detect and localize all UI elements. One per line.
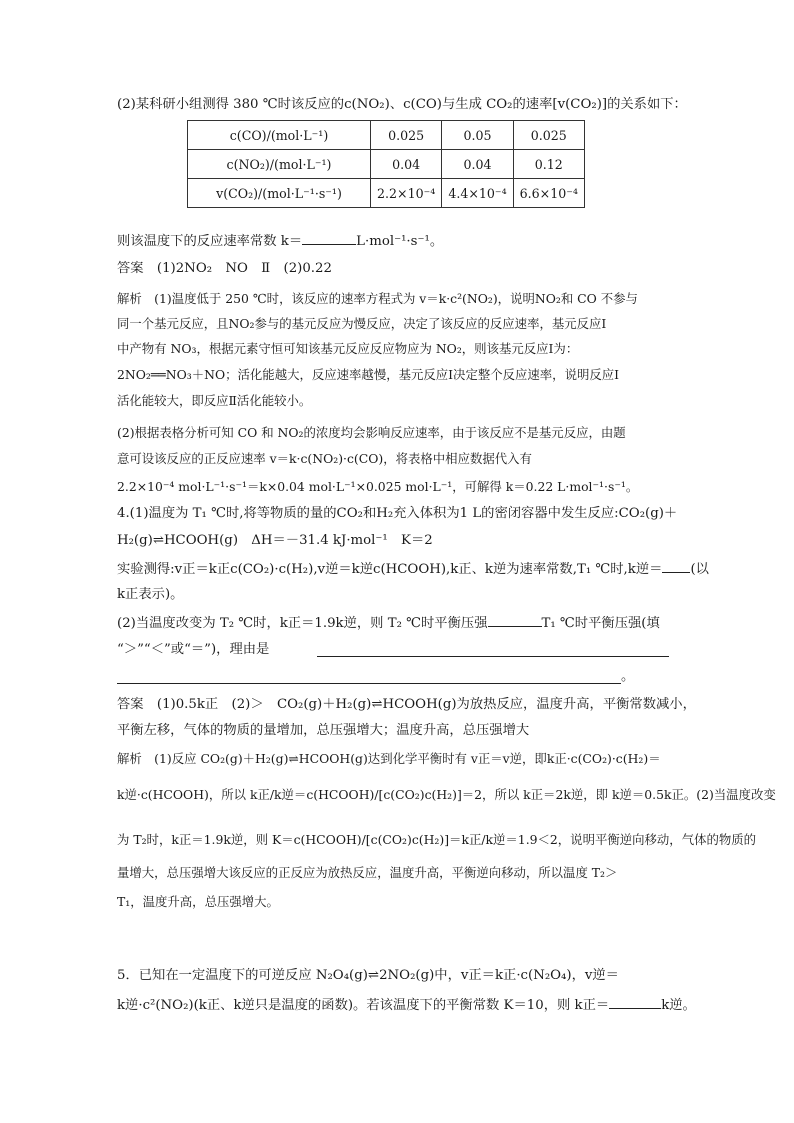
explanation-line: 解析 (1)温度低于 250 ℃时，该反应的速率方程式为 v＝k·c²(NO₂)，说明NO₂和 CO 不参与 bbox=[117, 291, 638, 306]
table-cell: 4.4×10⁻⁴ bbox=[442, 179, 513, 208]
explanation-line: 活化能较大，即反应Ⅱ活化能较小。 bbox=[117, 393, 312, 408]
question-line bbox=[117, 996, 717, 1015]
explanation-line: 同一个基元反应，且NO₂参与的基元反应为慢反应，决定了该反应的反应速率，基元反应Ⅰ bbox=[117, 316, 607, 331]
answer-blank bbox=[117, 683, 621, 684]
question-text: k逆·c²(NO₂)(k正、k逆只是温度的函数)。若该温度下的平衡常数 K＝10，则 k正＝ bbox=[117, 998, 610, 1013]
table-row bbox=[188, 121, 585, 150]
explanation-line: 量增大，总压强增大该反应的正反应为放热反应，温度升高，平衡逆向移动，所以温度 T₂＞ bbox=[117, 865, 618, 880]
answer-blank bbox=[662, 560, 690, 573]
table-cell: 0.12 bbox=[513, 150, 584, 179]
explanation-line: 解析 (1)反应 CO₂(g)＋H₂(g)⇌HCOOH(g)达到化学平衡时有 v正＝v逆，即k正·c(CO₂)·c(H₂)＝ bbox=[117, 751, 661, 766]
question-line: 5．已知在一定温度下的可逆反应 N₂O₄(g)⇌2NO₂(g)中，v正＝k正·c(N₂O₄)，v逆＝ bbox=[117, 968, 619, 983]
table-cell: 0.025 bbox=[513, 121, 584, 150]
question-line: k正表示)。 bbox=[117, 587, 184, 602]
question-rate-constant bbox=[117, 232, 677, 251]
explanation-line: k逆·c(HCOOH)，所以 k正/k逆＝c(HCOOH)/[c(CO₂)c(H₂)]＝2，所以 k正＝2k逆，即 k逆＝0.5k正。(2)当温度改变 bbox=[117, 787, 776, 802]
explanation-line: (2)根据表格分析可知 CO 和 NO₂的浓度均会影响反应速率，由于该反应不是基元反应，由题 bbox=[117, 425, 626, 440]
table-cell: 2.2×10⁻⁴ bbox=[371, 179, 442, 208]
answer-blank bbox=[488, 614, 542, 627]
answer-line: 平衡左移，气体的物质的量增加，总压强增大；温度升高，总压强增大 bbox=[117, 723, 530, 738]
question-line: 4.(1)温度为 T₁ ℃时,将等物质的量的CO₂和H₂充入体积为1 L的密闭容器中发生反应:CO₂(g)＋ bbox=[117, 506, 678, 521]
table-cell: 0.025 bbox=[371, 121, 442, 150]
question-text: T₁ ℃时平衡压强(填 bbox=[541, 616, 660, 631]
answer-blank bbox=[302, 232, 356, 245]
answer-blank bbox=[317, 656, 669, 657]
answer-line: 答案 (1)0.5k正 (2)＞ CO₂(g)＋H₂(g)⇌HCOOH(g)为放热反应，温度升高，平衡常数减小， bbox=[117, 697, 696, 712]
question-text: 实验测得:v正＝k正c(CO₂)·c(H₂),v逆＝k逆c(HCOOH),k正、k逆为速率常数,T₁ ℃时,k逆＝ bbox=[117, 562, 663, 577]
question-line bbox=[117, 614, 677, 633]
table-row-header: c(CO)/(mol·L⁻¹) bbox=[188, 121, 371, 150]
explanation-line: T₁，温度升高，总压强增大。 bbox=[117, 894, 279, 909]
unit-text: L·mol⁻¹·s⁻¹。 bbox=[356, 234, 444, 249]
table-cell: 0.04 bbox=[442, 150, 513, 179]
table-row bbox=[188, 150, 585, 179]
rate-data-table bbox=[187, 120, 585, 208]
question-line: “＞”“＜”或“＝”)，理由是 bbox=[117, 642, 270, 657]
table-row-header: v(CO₂)/(mol·L⁻¹·s⁻¹) bbox=[188, 179, 371, 208]
explanation-line: 2NO₂══NO₃＋NO；活化能越大，反应速率越慢，基元反应Ⅰ决定整个反应速率，说明反应Ⅰ bbox=[117, 367, 620, 382]
explanation-line: 中产物有 NO₃，根据元素守恒可知该基元反应反应物应为 NO₂，则该基元反应Ⅰ为： bbox=[117, 341, 579, 356]
question-text: (2)当温度改变为 T₂ ℃时，k正＝1.9k逆，则 T₂ ℃时平衡压强 bbox=[117, 616, 488, 631]
explanation-line: 2.2×10⁻⁴ mol·L⁻¹·s⁻¹＝k×0.04 mol·L⁻¹×0.025 mol·L⁻¹，可解得 k＝0.22 L·mol⁻¹·s⁻¹。 bbox=[117, 479, 639, 494]
question-text: 则该温度下的反应速率常数 k＝ bbox=[117, 234, 303, 249]
table-row-header: c(NO₂)/(mol·L⁻¹) bbox=[188, 150, 371, 179]
table-cell: 0.04 bbox=[371, 150, 442, 179]
table-cell: 6.6×10⁻⁴ bbox=[513, 179, 584, 208]
explanation-line: 为 T₂时，k正＝1.9k逆，则 K＝c(HCOOH)/[c(CO₂)c(H₂)]＝k正/k逆＝1.9＜2，说明平衡逆向移动，气体的物质的 bbox=[117, 832, 757, 847]
question-line bbox=[117, 560, 709, 579]
table-cell: 0.05 bbox=[442, 121, 513, 150]
explanation-line: 意可设该反应的正反应速率 v＝k·c(NO₂)·c(CO)，将表格中相应数据代入有 bbox=[117, 451, 532, 466]
question-intro: (2)某科研小组测得 380 ℃时该反应的c(NO₂)、c(CO)与生成 CO₂的速率[v(CO₂)]的关系如下： bbox=[117, 97, 687, 112]
question-line: H₂(g)⇌HCOOH(g) ΔH＝－31.4 kJ·mol⁻¹ K＝2 bbox=[117, 533, 433, 548]
answer-blank bbox=[609, 996, 661, 1009]
table-row bbox=[188, 179, 585, 208]
answer-line: 答案 (1)2NO₂ NO Ⅱ (2)0.22 bbox=[117, 261, 332, 276]
sentence-end: 。 bbox=[621, 669, 635, 684]
question-text: k逆。 bbox=[661, 998, 696, 1013]
question-text: (以 bbox=[690, 562, 709, 577]
